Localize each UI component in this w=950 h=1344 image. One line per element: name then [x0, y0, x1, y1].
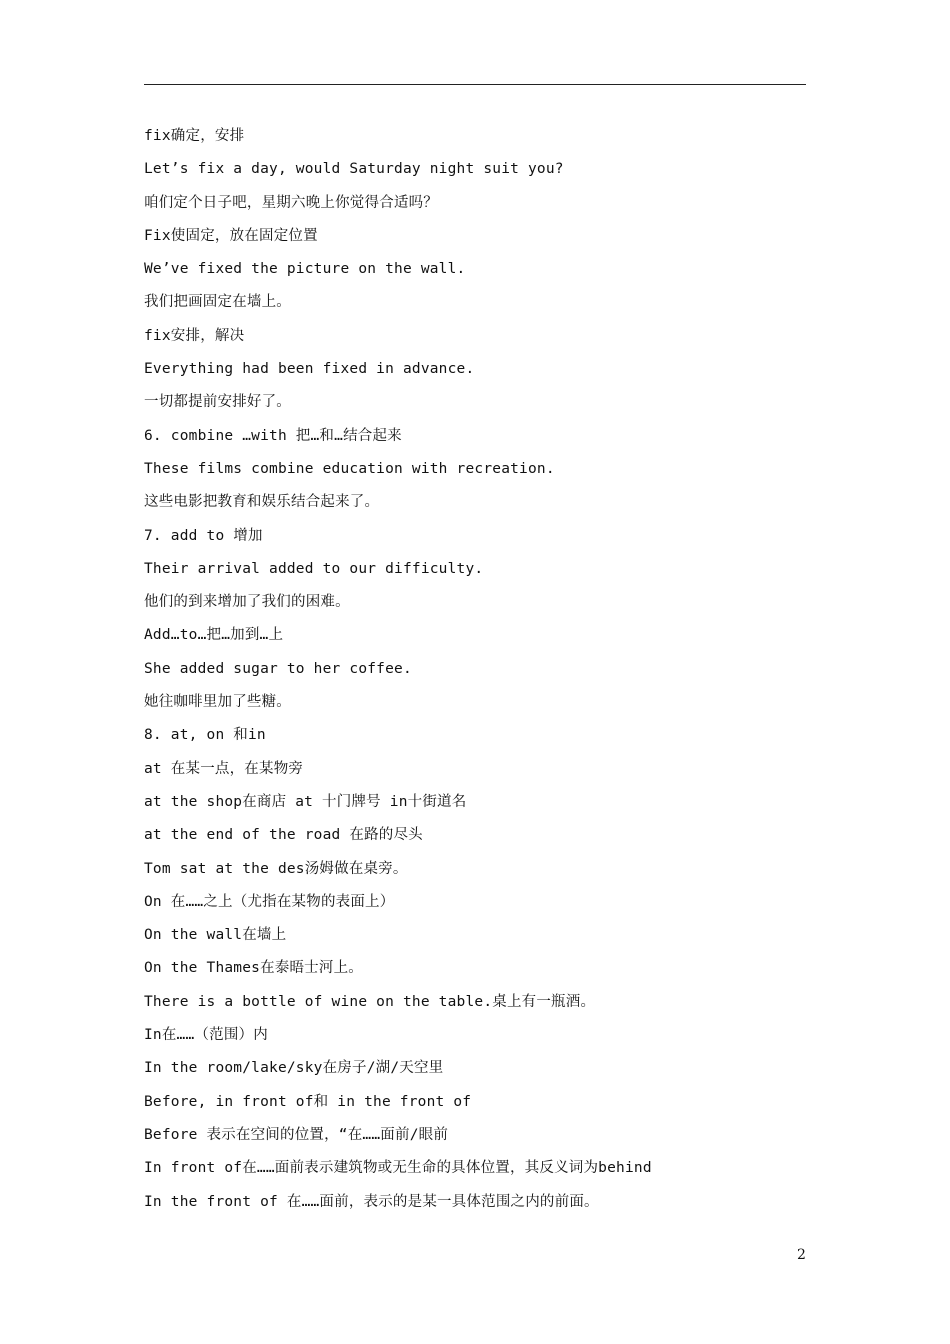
- text-line: 一切都提前安排好了。: [144, 394, 291, 411]
- text-line: fix安排，解决: [144, 327, 245, 344]
- text-line: Fix使固定，放在固定位置: [144, 227, 318, 244]
- text-line: Their arrival added to our difficulty.: [144, 560, 484, 577]
- text-line: at the end of the road 在路的尽头: [144, 827, 423, 844]
- text-line: Add…to…把…加到…上: [144, 627, 284, 644]
- section-heading: 8. at, on 和in: [144, 727, 266, 744]
- text-line: On 在……之上（尤指在某物的表面上）: [144, 893, 395, 910]
- text-line: In front of在……面前表示建筑物或无生命的具体位置，其反义词为behind: [144, 1160, 652, 1177]
- section-heading: 6. combine …with 把…和…结合起来: [144, 427, 402, 444]
- header-rule: [144, 84, 806, 85]
- text-line: 他们的到来增加了我们的困难。: [144, 594, 350, 611]
- text-line: In在……（范围）内: [144, 1027, 268, 1044]
- text-line: 这些电影把教育和娱乐结合起来了。: [144, 494, 380, 511]
- text-line: These films combine education with recreation.: [144, 460, 555, 477]
- text-line: 我们把画固定在墙上。: [144, 294, 291, 311]
- text-line: Before, in front of和 in the front of: [144, 1093, 472, 1110]
- document-body: [144, 124, 824, 1223]
- text-line: We’ve fixed the picture on the wall.: [144, 261, 466, 278]
- text-line: Tom sat at the des汤姆做在桌旁。: [144, 860, 408, 877]
- text-line: Before 表示在空间的位置，“在……面前/眼前: [144, 1126, 449, 1143]
- text-line: In the front of 在……面前，表示的是某一具体范围之内的前面。: [144, 1193, 599, 1210]
- text-line: 她往咖啡里加了些糖。: [144, 694, 291, 711]
- text-line: Let’s fix a day, would Saturday night suit you?: [144, 161, 564, 178]
- section-heading: 7. add to 增加: [144, 527, 263, 544]
- text-line: There is a bottle of wine on the table.桌上有一瓶酒。: [144, 993, 596, 1010]
- text-line: She added sugar to her coffee.: [144, 660, 412, 677]
- text-line: Everything had been fixed in advance.: [144, 361, 475, 378]
- text-line: fix确定，安排: [144, 128, 245, 144]
- page-number: 2: [797, 1247, 806, 1263]
- text-line: On the wall在墙上: [144, 927, 287, 944]
- text-line: at the shop在商店 at 十门牌号 in十街道名: [144, 793, 467, 810]
- text-line: 咱们定个日子吧，星期六晚上你觉得合适吗？: [144, 194, 438, 211]
- text-line: at 在某一点，在某物旁: [144, 760, 304, 777]
- text-line: On the Thames在泰晤士河上。: [144, 960, 363, 977]
- text-line: In the room/lake/sky在房子/湖/天空里: [144, 1060, 444, 1077]
